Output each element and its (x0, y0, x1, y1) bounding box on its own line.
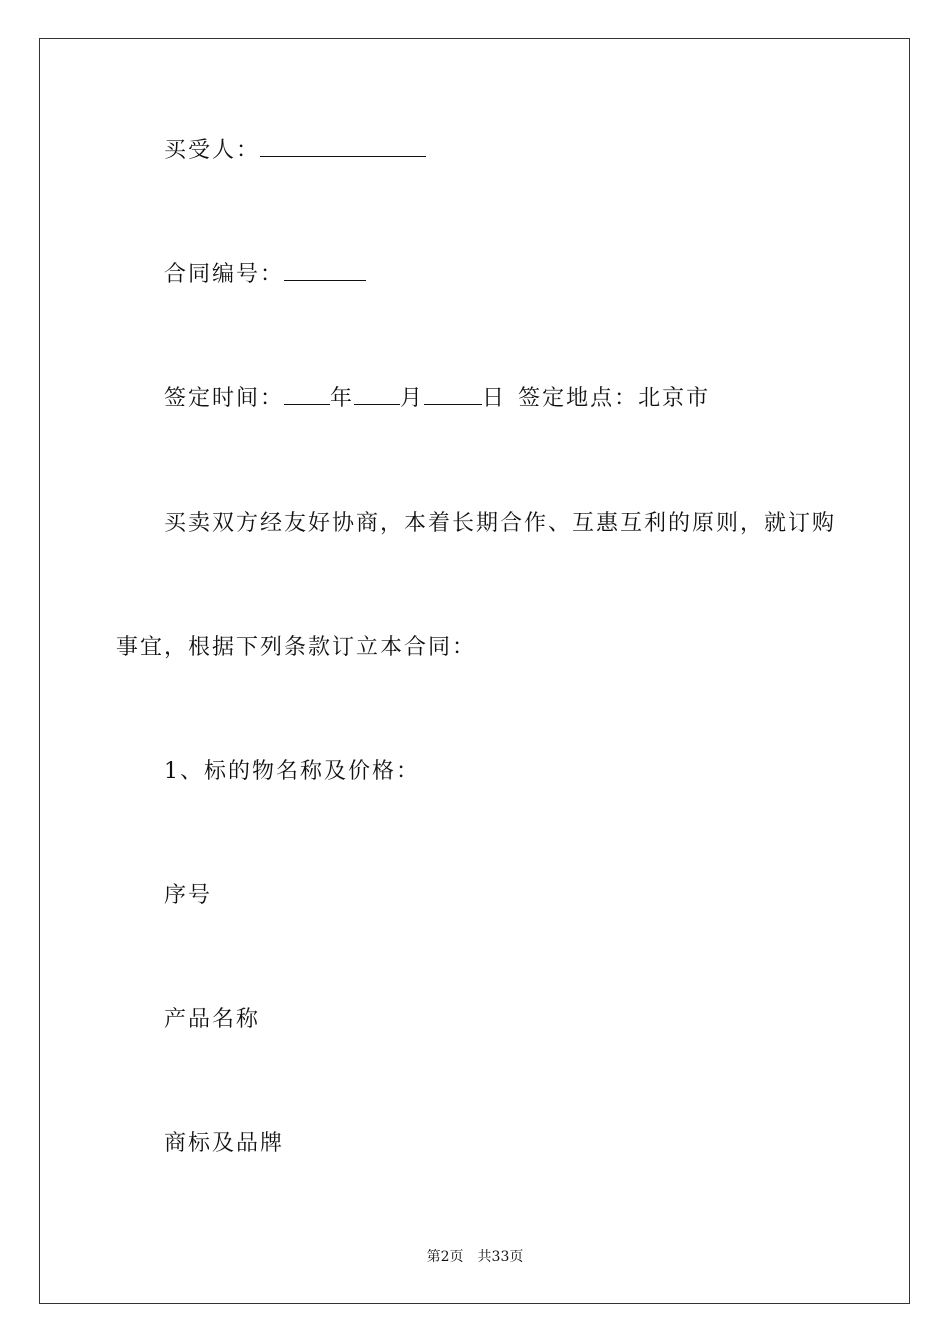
buyer-label: 买受人： (164, 138, 261, 163)
item-product-label: 产品名称 (164, 1007, 261, 1032)
year-label: 年 (330, 386, 355, 411)
section-1-heading: 1、标的物名称及价格： (164, 759, 420, 784)
sign-time-line (164, 384, 710, 413)
page-number: 第2页 (426, 1249, 464, 1265)
buyer-blank (260, 136, 426, 157)
month-blank (354, 384, 400, 405)
intro-paragraph-line-2: 事宜，根据下列条款订立本合同： (116, 635, 477, 660)
contract-number-label: 合同编号： (164, 262, 285, 287)
page-footer (0, 1248, 950, 1266)
contract-number-blank (284, 260, 366, 281)
month-label: 月 (400, 386, 425, 411)
contract-number-line (164, 260, 366, 289)
page-total: 共33页 (477, 1249, 524, 1265)
sign-time-label: 签定时间： (164, 386, 285, 411)
buyer-line (164, 136, 426, 165)
year-blank (284, 384, 330, 405)
item-serial-label: 序号 (164, 883, 213, 908)
intro-paragraph-line-1: 买卖双方经友好协商，本着长期合作、互惠互利的原则，就订购 (164, 511, 837, 536)
page-border (39, 38, 910, 1304)
day-label: 日 (482, 386, 507, 411)
day-blank (424, 384, 482, 405)
item-brand-label: 商标及品牌 (164, 1131, 285, 1156)
sign-place: 签定地点：北京市 (518, 386, 711, 411)
